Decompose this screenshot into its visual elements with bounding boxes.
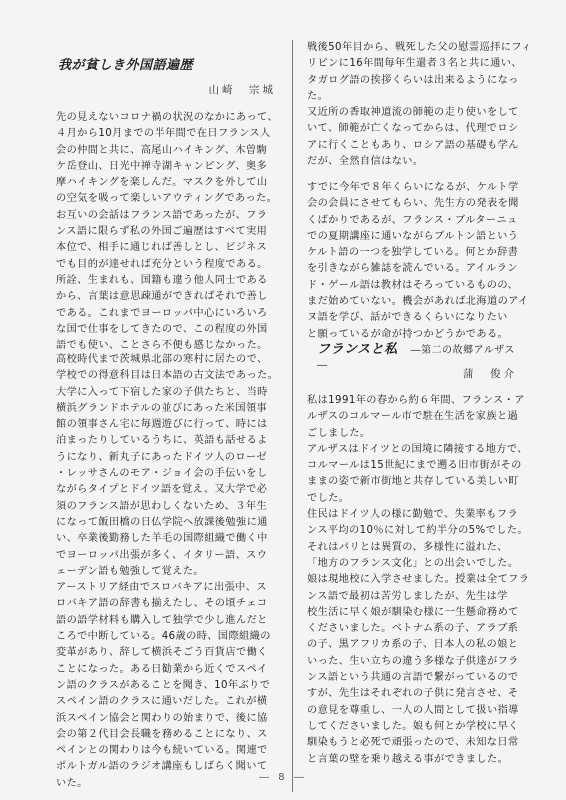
text-line: タガログ語の挨拶くらいは出来るようになっ [307,74,519,86]
text-line: 大学に入って下宿した家の子供たちと、当時 [56,386,268,398]
text-line: と言葉の壁を乗り越える事ができました。 [307,753,509,765]
text-line: 先の見えないコロナ禍の状況のなかにあって、 [56,112,279,123]
text-line: ポルトガル語のラジオ講座もしばらく聞いて [56,761,268,773]
article2-title-main: フランスと私 [317,342,398,357]
text-line: ンス平均の10％に対して約半分の5%でした。 [307,525,528,537]
text-line: 館の領事さん宅に毎週遊びに行って、時には [56,419,268,431]
text-line: ケルト語の一つを独学している。何とか辞書 [307,247,519,259]
text-line: 馴染もうと必死で頑張ったので、未知な日常 [307,737,519,749]
article1-paragraph-2 [56,352,278,792]
text-line: ン語のクラスがあることを聞き、10年ぶりで [56,679,271,691]
text-line: くばかりであるが、フランス・ブルターニュ [307,214,518,226]
text-line: 泊まったりしているうちに、英語も話せるよ [56,435,268,447]
text-line: い、卒業後勤務した羊毛の国際組織で働く中 [56,533,268,545]
article1-paragraph-3 [307,40,532,170]
text-line: スペイン語のクラスに通いだした。これが横 [56,696,268,708]
text-line: から、言葉は意思疎通ができればそれで善し [56,291,268,303]
text-line: でヨーロッパ出張が多く、イタリー語、スウ [56,549,268,561]
text-line: ロバキア語の辞書も揃えたし、その頃チェコ [56,598,268,610]
text-line: ンス語で最初は苦労しましたが、先生は学 [307,590,508,602]
article1-title: 我が貧しき外国語遍歴 [58,58,194,73]
text-line: すが、先生はそれぞれの子供に発言させ、そ [307,688,519,700]
text-line: それはパリとは異質の、多様性に溢れた、 [307,541,508,553]
text-line: 語の語学材料も購入して独学で少し進んだと [56,614,268,626]
text-line: になって飯田橋の日仏学院へ放課後勉強に通 [56,516,268,528]
article1-paragraph-4 [307,180,528,343]
text-line: た。 [307,90,329,102]
text-line: ４月から10月までの半年間で在日フランス人 [56,128,271,140]
text-line: だが、全然自信はない。 [307,156,424,168]
text-line: でした。 [307,492,350,504]
text-line: まだ始めていない。機会があれば北海道のアイ [307,296,529,308]
text-line: 住民はドイツ人の様に勤勉で、失業率もフラ [307,509,519,521]
text-line: ルザスのコルマール市で駐在生活を家族と過 [307,411,519,423]
text-line: リピンに16年間毎年生還者３名と共に通い、 [307,58,522,70]
text-line: ンス語に限らず私の外国ご遍歴はすべて実用 [56,226,268,238]
text-line: 戦後50年目から、戦死した父の慰霊巡拝にフィ [307,42,532,53]
column-divider [292,40,293,792]
text-line: を引きながら雑誌を読んでいる。アイルラン [307,263,518,275]
text-line: アーストリア経由でスロバキアに出張中、ス [56,582,267,594]
right-column [307,0,532,800]
text-line: アに行くこともあり、ロシア語の基礎も学ん [307,139,519,151]
text-line: と願っているが命が持つかどうかである。 [307,328,509,340]
text-line: お互いの会話はフランス語であったが、フラ [56,209,268,221]
left-column [56,0,279,800]
text-line: 横浜グランドホテルの並びにあった米国領事 [56,402,268,414]
article2-author: 蒲 俊介 [463,368,517,380]
text-line: 学校での得意科目は日本語の古文法であった。 [56,370,279,382]
text-line: 私は1991年の春から約６年間、フランス・ア [307,395,525,406]
text-line: での夏期講座に通いながらブルトン語という [307,230,519,242]
text-line: うになり、新丸子にあったドイツ人のローゼ [56,451,267,463]
text-line: ケ岳登山、日光中禅寺湖キャンピング、奥多 [56,160,268,172]
article2-paragraph-1 [307,393,529,768]
text-line: 会の第２代目会長職を務めることになり、ス [56,728,268,740]
text-line: コルマールは15世紀にまで遡る旧市街がその [307,460,522,472]
text-line: の意見を尊重し、一人の人間として扱い指導 [307,704,519,716]
text-line: いた。 [56,777,88,789]
text-line: の空気を吸って楽しいアウティングであった。 [56,193,278,205]
text-line: ンス語という共通の言語で繋がっているので [307,672,519,684]
article1-author: 山崎 宗城 [208,84,276,96]
text-line: 語でも使い、ことさら不便も感じなかった。 [56,340,268,352]
text-line: な国で仕事をしてきたので、この程度の外国 [56,323,268,335]
text-line: 「地方のフランス文化」との出会いでした。 [307,557,519,569]
page-number: ― 8 ― [259,772,307,783]
text-line: ごしました。 [307,427,371,439]
text-line: いて、師範が亡くなってからは、代理でロシ [307,123,519,135]
text-line: 会の会員にさせてもらい、先生方の発表を聞 [307,198,519,210]
text-line: ながらタイプとドイツ語を覚え、又大学で必 [56,484,268,496]
text-line: ペインとの関わりは今も続いている。関連で [56,745,268,757]
text-line: 高校時代まで茨城県北部の寒村に居たので、 [56,354,268,365]
text-line: してくださいました。娘も何とか学校に早く [307,720,519,732]
text-line: ド・ゲール語は教材はそろっているものの、 [307,279,519,291]
text-line: 所詮、生まれも、国籍も違う他人同士である [56,274,268,286]
text-line: 本位で、相手に通じれば善しとし、ビジネス [56,242,268,254]
text-line: アルザスはドイツとの国境に隣接する地方で、 [307,443,528,455]
text-line: くださいました。ベトナム系の子、アラブ系 [307,623,519,635]
text-line: 変革があり、辞して横浜そごう百貨店で働く [56,647,268,659]
text-line: ヌ語を学び、話ができるくらいになりたい [307,312,508,324]
article2-subtitle: ―第二の故郷アルザス― [317,345,515,371]
text-line: 校生活に早く娘が馴染む様に一生懸命務めて [307,606,519,618]
text-line: 摩ハイキングを楽しんだ。マスクを外して山 [56,177,268,189]
text-line: 須のフランス語が思わしくないため、３年生 [56,500,268,512]
text-line: ・レッサさんのモア・ジョイ会の手伝いをし [56,468,268,480]
text-line: ままの姿で新市街地と共存している美しい町 [307,476,519,488]
text-line: ことになった。ある日勧業から近くでスペイ [56,663,268,675]
text-line: ェーデン語も勉強して覚えた。 [56,565,205,577]
text-line: でも目的が達せれば充分という程度である。 [56,258,268,270]
text-line: いった、生い立ちの違う多様な子供達がフラ [307,655,519,667]
text-line: ころで中断している。46歳の時、国際組織の [56,631,271,643]
text-line: である。これまでヨーロッパ中心にいろいろ [56,307,268,319]
text-line: 会の仲間と共に、高尾山ハイキング、木曽駒 [56,144,268,156]
text-line: の子、黒アフリカ系の子、日本人の私の娘と [307,639,519,651]
text-line: 浜スペイン協会と関わりの始まりで、後に協 [56,712,268,724]
article1-paragraph-1 [56,110,278,354]
text-line: すでに今年で８年くらいになるが、ケルト学 [307,182,519,193]
text-line: 又近所の香取神道流の師範の走り使いをして [307,107,519,119]
text-line: 娘は現地校に入学させました。授業は全てフラ [307,574,530,586]
